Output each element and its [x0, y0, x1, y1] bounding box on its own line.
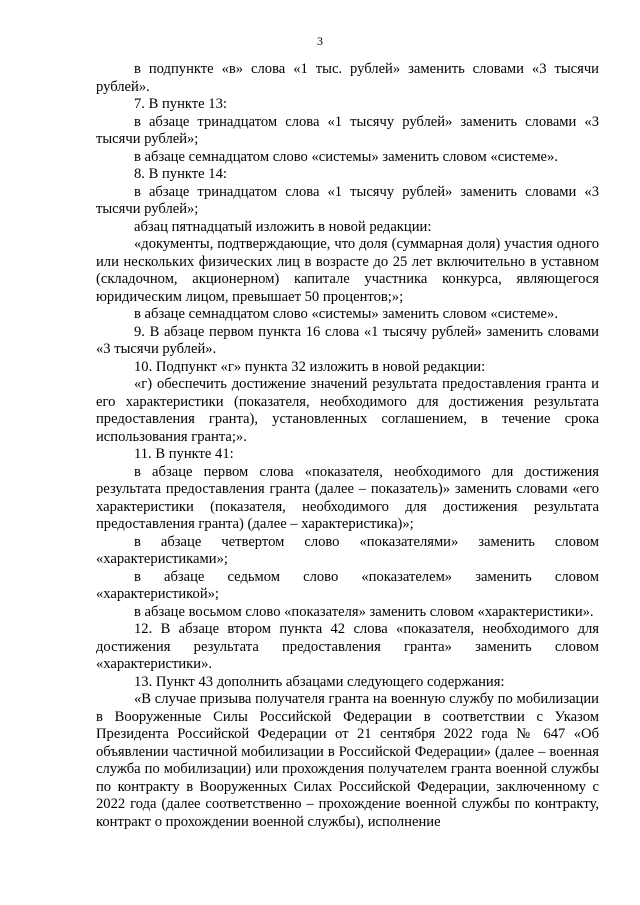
paragraph: 12. В абзаце втором пункта 42 слова «показателя, необходимого для достижения результата предоставления гранта» заменить словом «характеристики».	[96, 621, 599, 672]
document-body	[96, 61, 599, 831]
paragraph: в абзаце семнадцатом слово «системы» заменить словом «системе».	[134, 148, 558, 165]
paragraph: «В случае призыва получателя гранта на военную службу по мобилизации в Вооруженные Силы Российской Федерации в соответствии с Указом Президента Российской Федерации от 21 сентября 2022 года № 647 «Об объявлении частичной мобилизации в Российской Федерации» (далее – военная служба по мобилизации) или прохождения получателем гранта военной службы по контракту в Вооруженных Силах Российской Федерации, заключенному с 2022 года (далее соответственно – прохождение военной службы по контракту, контракт о прохождении военной службы), исполнение	[96, 691, 599, 830]
paragraph: в абзаце седьмом слово «показателем» заменить словом «характеристикой»;	[96, 568, 599, 602]
paragraph: 10. Подпункт «г» пункта 32 изложить в новой редакции:	[134, 358, 486, 375]
page-number: 3	[317, 34, 323, 48]
paragraph: 11. В пункте 41:	[134, 446, 234, 462]
paragraph: 13. Пункт 43 дополнить абзацами следующего содержания:	[134, 673, 505, 690]
paragraph: 7. В пункте 13:	[134, 96, 227, 112]
paragraph: абзац пятнадцатый изложить в новой редакции:	[134, 218, 432, 235]
paragraph: в абзаце семнадцатом слово «системы» заменить словом «системе».	[134, 306, 558, 322]
paragraph: в абзаце восьмом слово «показателя» заменить словом «характеристики».	[134, 603, 594, 620]
paragraph: «г) обеспечить достижение значений результата предоставления гранта и его характеристики (показателя, необходимого для достижения результата предоставления гранта), установленных соглашением, в течение срока использования гранта;».	[96, 376, 599, 445]
paragraph: в абзаце тринадцатом слова «1 тысячу рублей» заменить словами «3 тысячи рублей»;	[96, 183, 599, 217]
paragraph: в подпункте «в» слова «1 тыс. рублей» заменить словами «3 тысячи рублей».	[96, 61, 599, 95]
paragraph: в абзаце первом слова «показателя, необходимого для достижения результата предоставления гранта (далее – показатель)» заменить словами «его характеристики (показателя, необходимого для достижения результата предоставления гранта) (далее – характеристика)»;	[96, 463, 599, 532]
paragraph: 9. В абзаце первом пункта 16 слова «1 тысячу рублей» заменить словами «3 тысячи рублей».	[96, 323, 599, 357]
paragraph: в абзаце тринадцатом слова «1 тысячу рублей» заменить словами «3 тысячи рублей»;	[96, 113, 599, 147]
paragraph: 8. В пункте 14:	[134, 166, 227, 182]
paragraph: «документы, подтверждающие, что доля (суммарная доля) участия одного или нескольких физических лиц в возрасте до 25 лет включительно в уставном (складочном, акционерном) капитале участника конкурса, являющегося юридическим лицом, превышает 50 процентов;»;	[96, 236, 599, 305]
paragraph: в абзаце четвертом слово «показателями» заменить словом «характеристиками»;	[96, 533, 599, 567]
